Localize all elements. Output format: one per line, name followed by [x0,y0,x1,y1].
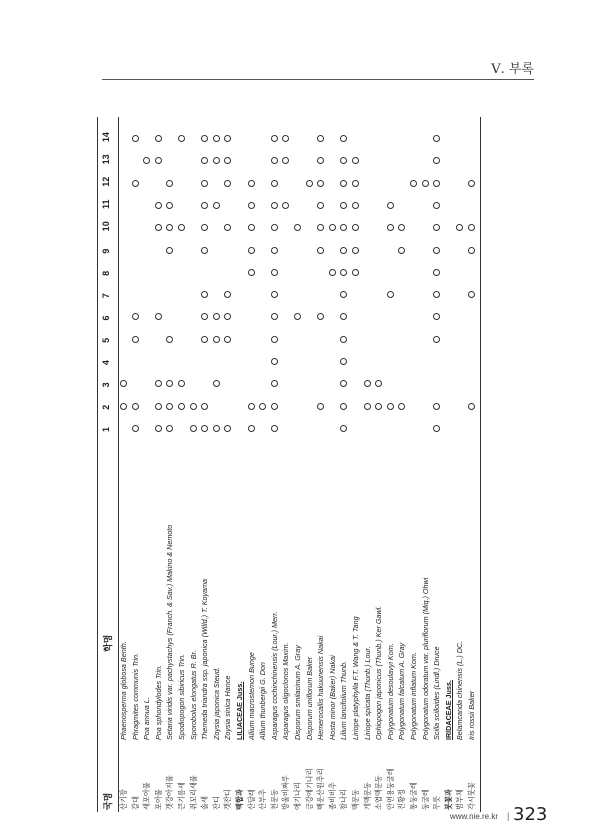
presence-circle-icon [213,135,220,142]
col-header-site: 4 [101,360,111,366]
footer-url: www.nie.re.kr [450,812,499,821]
presence-circle-icon [317,314,324,321]
korean-name: 통둥굴레 [409,782,418,810]
korean-name: 둥굴레 [420,789,430,810]
presence-circle-icon [340,247,347,254]
presence-circle-icon [201,291,208,298]
presence-circle-icon [306,180,313,187]
table-row [200,117,211,812]
korean-name: 개맥문동 [362,782,372,810]
presence-circle-icon [213,425,220,432]
presence-circle-icon [201,180,208,187]
presence-circle-icon [282,157,289,164]
table-row [189,117,200,812]
scientific-name: Asparagus cochinchinensis (Lour.) Merr. [269,611,279,740]
presence-circle-icon [132,180,139,187]
presence-circle-icon [201,247,208,254]
table-row [142,117,153,812]
presence-circle-icon [201,336,208,343]
presence-circle-icon [166,180,173,187]
table-row [177,117,188,812]
table-row [316,117,327,812]
presence-circle-icon [433,269,440,276]
col-header-site: 3 [101,382,111,388]
presence-circle-icon [317,135,324,142]
presence-circle-icon [340,135,347,142]
presence-circle-icon [166,202,173,209]
presence-circle-icon [224,135,231,142]
korean-name: 방울비짜루 [281,775,291,810]
presence-circle-icon [166,380,173,387]
presence-circle-icon [352,224,359,231]
korean-name: 갯강아지풀 [165,775,175,810]
table-row [386,117,397,812]
presence-circle-icon [433,202,440,209]
presence-circle-icon [271,380,278,387]
header-rule [102,79,534,80]
presence-circle-icon [224,224,231,231]
presence-circle-icon [433,247,440,254]
table-row [281,117,292,812]
presence-circle-icon [340,157,347,164]
table-row [467,117,478,812]
presence-circle-icon [352,269,359,276]
scientific-name: Liriope platyphylla F.T. Wang & T. Tang [351,616,360,740]
table-row [131,117,142,812]
korean-name: 진황정 [397,789,407,810]
presence-circle-icon [224,180,231,187]
presence-circle-icon [410,180,417,187]
presence-circle-icon [213,314,220,321]
table-header-row [97,117,119,812]
korean-name: 산달래 [246,789,256,810]
presence-circle-icon [340,380,347,387]
presence-circle-icon [468,403,475,410]
scientific-name: Iris rossii Baker [467,690,476,740]
table-row [363,117,374,812]
col-header-site: 10 [101,221,111,232]
presence-circle-icon [201,202,208,209]
table-row [223,117,234,812]
table-row [212,117,223,812]
presence-circle-icon [178,135,185,142]
presence-circle-icon [352,202,359,209]
presence-circle-icon [248,247,255,254]
korean-name: 백운산원추리 [316,768,326,810]
presence-circle-icon [166,425,173,432]
presence-circle-icon [433,291,440,298]
table-row [421,117,432,812]
scientific-name: LILIACEAE Juss. [235,681,244,740]
presence-circle-icon [271,157,278,164]
table-row [258,117,269,812]
presence-circle-icon [120,403,127,410]
col-header-site: 8 [101,270,111,276]
korean-name: 갈대 [130,796,140,810]
presence-circle-icon [248,224,255,231]
col-header-site: 6 [101,315,111,321]
presence-circle-icon [468,291,475,298]
presence-circle-icon [271,314,278,321]
table-row [397,117,408,812]
presence-circle-icon [213,157,220,164]
page-number: 323 [513,804,548,825]
presence-circle-icon [352,247,359,254]
presence-circle-icon [271,202,278,209]
presence-circle-icon [317,180,324,187]
presence-circle-icon [398,403,405,410]
table-row [270,117,281,812]
presence-circle-icon [433,336,440,343]
scientific-name: Zoysia japonica Steud. [211,667,221,740]
korean-name: 천문동 [269,789,279,810]
col-header-site: 1 [101,426,111,432]
presence-circle-icon [468,224,475,231]
korean-name: 쥐꼬리새풀 [188,775,198,810]
korean-name: 산부추 [258,789,268,810]
table-row [293,117,304,812]
presence-circle-icon [340,269,347,276]
presence-circle-icon [213,336,220,343]
korean-name: 각시붓꽃 [467,782,476,810]
species-table-rotated [97,117,497,812]
presence-circle-icon [201,157,208,164]
presence-circle-icon [132,135,139,142]
scientific-name: Hosta minor (Baker) Nakai [327,655,337,740]
scientific-name: Liriope spicata (Thunb.) Lour. [362,646,372,740]
footer-separator: | [507,811,510,821]
presence-circle-icon [340,336,347,343]
presence-circle-icon [132,425,139,432]
presence-circle-icon [201,425,208,432]
presence-circle-icon [398,247,405,254]
family-row [235,117,246,812]
presence-circle-icon [248,425,255,432]
presence-circle-icon [433,425,440,432]
presence-circle-icon [155,224,162,231]
presence-circle-icon [259,403,266,410]
korean-name: 솔새 [200,796,210,810]
presence-circle-icon [190,425,197,432]
presence-circle-icon [271,180,278,187]
scientific-name: Polygonatum inflatum Kom. [409,652,418,740]
scientific-name: Belamcanda chinensis (L.) DC. [455,640,465,740]
table-row [351,117,362,812]
presence-circle-icon [364,403,371,410]
scientific-name: Disporum uniflorum Baker [304,656,314,740]
presence-circle-icon [294,314,301,321]
presence-circle-icon [271,247,278,254]
presence-circle-icon [224,291,231,298]
presence-circle-icon [190,403,197,410]
presence-circle-icon [201,135,208,142]
presence-circle-icon [155,314,162,321]
korean-name: 잔디 [211,796,221,810]
table-row [165,117,176,812]
presence-circle-icon [340,314,347,321]
presence-circle-icon [352,180,359,187]
presence-circle-icon [132,314,139,321]
scientific-name: Sporobolus elongatus R. Br. [188,650,198,740]
table-row [305,117,316,812]
scientific-name: Phaenosperma globosa Benth. [119,641,128,740]
presence-circle-icon [166,403,173,410]
presence-circle-icon [271,269,278,276]
presence-circle-icon [294,224,301,231]
scientific-name: Disporum smilacinum A. Gray [293,645,302,740]
col-header-site: 12 [101,176,111,187]
korean-name: 큰기름새 [177,782,186,810]
presence-circle-icon [282,202,289,209]
presence-circle-icon [248,180,255,187]
presence-circle-icon [340,403,347,410]
presence-circle-icon [132,403,139,410]
presence-circle-icon [155,202,162,209]
korean-name: 붓꽃과 [443,789,453,810]
presence-circle-icon [271,224,278,231]
scientific-name: Hemerocallis hakuunensis Nakai [316,635,326,740]
presence-circle-icon [155,403,162,410]
scientific-name: Zoysia sinica Hance [223,675,233,740]
presence-circle-icon [155,135,162,142]
page-header [0,0,614,110]
presence-circle-icon [224,425,231,432]
presence-circle-icon [155,380,162,387]
korean-name: 애기나리 [293,782,302,810]
presence-circle-icon [155,157,162,164]
presence-circle-icon [248,403,255,410]
presence-circle-icon [340,358,347,365]
presence-circle-icon [271,358,278,365]
presence-circle-icon [271,135,278,142]
presence-circle-icon [201,224,208,231]
presence-circle-icon [340,180,347,187]
col-header-site: 13 [101,154,111,165]
presence-circle-icon [340,291,347,298]
presence-circle-icon [387,202,394,209]
presence-circle-icon [201,314,208,321]
col-header-scientific: 학명 [103,634,113,652]
col-header-site: 5 [101,337,111,343]
presence-circle-icon [433,180,440,187]
presence-circle-icon [132,336,139,343]
presence-circle-icon [317,224,324,231]
presence-circle-icon [422,180,429,187]
korean-name: 백합과 [235,789,244,810]
presence-circle-icon [248,202,255,209]
presence-circle-icon [433,135,440,142]
scientific-name: Lilium lancifolium Thunb. [339,660,349,740]
presence-circle-icon [271,336,278,343]
presence-circle-icon [317,157,324,164]
presence-circle-icon [352,157,359,164]
presence-circle-icon [120,380,127,387]
korean-name: 소엽맥문동 [374,775,384,810]
presence-circle-icon [166,247,173,254]
korean-name: 산기장 [119,789,128,810]
col-header-site: 7 [101,293,111,299]
scientific-name: Scilla scilloides (Lindl.) Druce [432,646,442,740]
table-row [154,117,165,812]
presence-circle-icon [387,291,394,298]
page-footer [450,804,560,826]
scientific-name: Allium macrostemon Bunge [246,652,256,740]
presence-circle-icon [468,247,475,254]
scientific-name: Poa sphondylodes Trin. [153,665,163,740]
presence-circle-icon [213,202,220,209]
presence-circle-icon [224,157,231,164]
presence-circle-icon [317,247,324,254]
col-header-site: 2 [101,404,111,410]
family-row [444,117,455,812]
presence-circle-icon [178,403,185,410]
presence-circle-icon [375,380,382,387]
presence-circle-icon [282,135,289,142]
scientific-name: Phragmites communis Trin. [130,653,140,740]
korean-name: 안면용둥굴레 [385,768,395,810]
presence-circle-icon [340,425,347,432]
scientific-name: Setaria viridis var. pachystachys (Franch. & Sav.) Makino & Nemoto [165,524,175,740]
scientific-name: Poa annua L. [142,697,152,740]
presence-circle-icon [271,425,278,432]
korean-name: 범부채 [455,789,465,810]
table-row [339,117,350,812]
col-header-site: 9 [101,248,111,254]
presence-circle-icon [387,403,394,410]
korean-name: 좀비비추 [327,782,337,810]
scientific-name: Polygonatum falcatum A. Gray [397,642,407,740]
presence-circle-icon [364,380,371,387]
presence-circle-icon [271,403,278,410]
presence-circle-icon [456,224,463,231]
presence-circle-icon [166,336,173,343]
presence-circle-icon [433,224,440,231]
korean-name: 무릇 [432,796,442,810]
presence-circle-icon [178,224,185,231]
species-table [97,117,497,812]
presence-circle-icon [248,269,255,276]
presence-circle-icon [433,157,440,164]
korean-name: 포아풀 [153,789,163,810]
presence-circle-icon [329,269,336,276]
presence-circle-icon [398,224,405,231]
presence-circle-icon [317,202,324,209]
korean-name: 참나리 [339,789,349,810]
scientific-name: Allium thunbergii G. Don [258,662,268,740]
presence-circle-icon [317,403,324,410]
table-row [328,117,339,812]
table-row [119,117,130,812]
korean-name: 맥문동 [351,789,360,810]
presence-circle-icon [178,380,185,387]
korean-name: 갯잔디 [223,789,233,810]
scientific-name: Polygonatum desoulavyi Kom. [385,643,395,740]
table-row [374,117,385,812]
table-row [247,117,258,812]
scientific-name: IRIDACEAE Juss. [443,680,453,740]
col-header-site: 14 [101,132,111,143]
presence-circle-icon [340,202,347,209]
table-bottom-rule [480,117,481,812]
presence-circle-icon [224,336,231,343]
scientific-name: Asparagus oligoclonos Maxim. [281,642,291,740]
scientific-name: Polygonatum odoratum var. pluriflorum (Miq.) Ohwi [420,577,430,740]
presence-circle-icon [224,314,231,321]
section-title: Ⅴ. 부록 [491,62,534,77]
presence-circle-icon [155,425,162,432]
presence-circle-icon [433,314,440,321]
presence-circle-icon [433,403,440,410]
scientific-name: Themeda triandra ssp. japonica (Willd.) T. Koyama [200,578,210,740]
presence-circle-icon [387,224,394,231]
scientific-name: Spodiopogon sibiricus Trin. [177,653,186,740]
scientific-name: Ophiopogon japonicus (Thunb.) Ker Gawl. [374,605,384,740]
col-header-korean: 국명 [103,792,113,810]
presence-circle-icon [271,291,278,298]
table-row [432,117,443,812]
presence-circle-icon [143,157,150,164]
korean-name: 금강애기나리 [304,768,314,810]
presence-circle-icon [201,403,208,410]
presence-circle-icon [340,224,347,231]
korean-name: 새포아풀 [142,782,152,810]
presence-circle-icon [213,380,220,387]
table-row [409,117,420,812]
presence-circle-icon [166,224,173,231]
col-header-site: 11 [101,199,111,209]
presence-circle-icon [329,224,336,231]
table-row [455,117,466,812]
presence-circle-icon [375,403,382,410]
presence-circle-icon [468,180,475,187]
